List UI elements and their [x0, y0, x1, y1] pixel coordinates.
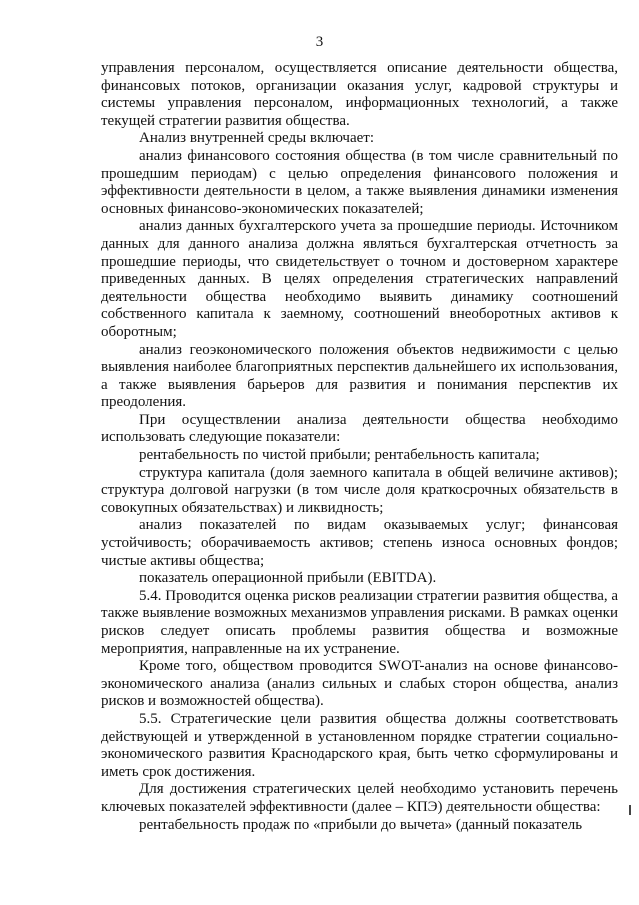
paragraph: 5.5. Стратегические цели развития общества должны соответствовать действующей и утвержденной в установленном порядке стратегии социально-экономического развития Краснодарского края, быть четко сформулированы и иметь срок достижения. — [101, 710, 618, 780]
document-body — [101, 60, 618, 834]
scan-mark — [629, 805, 631, 815]
paragraph: анализ показателей по видам оказываемых услуг; финансовая устойчивость; оборачиваемость активов; степень износа основных фондов; чистые активы общества; — [101, 517, 618, 569]
paragraph: анализ данных бухгалтерского учета за прошедшие периоды. Источником данных для данного анализа должна являться бухгалтерская отчетность за прошедшие периоды, что свидетельствует о точном и достоверном характере приведенных данных. В целях определения стратегических направлений деятельности общества необходимо выявить динамику соотношений собственного капитала к заемному, соотношений внеоборотных активов к оборотным; — [101, 218, 618, 340]
paragraph: 5.4. Проводится оценка рисков реализации стратегии развития общества, а также выявление возможных механизмов управления рисками. В рамках оценки рисков следует описать проблемы развития общества и возможные мероприятия, направленные на их устранение. — [101, 587, 619, 657]
paragraph: Кроме того, обществом проводится SWOT-анализ на основе финансово-экономического анализа (анализ сильных и слабых сторон общества, анализ рисков и возможностей общества). — [101, 658, 618, 710]
paragraph: Анализ внутренней среды включает: — [139, 130, 374, 147]
page-number: 3 — [315, 34, 324, 50]
paragraph: анализ геоэкономического положения объектов недвижимости с целью выявления наиболее благоприятных перспектив дальнейшего их использования, а также выявления барьеров для развития и понимания перспектив их преодоления. — [101, 341, 618, 411]
paragraph: анализ финансового состояния общества (в том числе сравнительный по прошедшим периодам) с целью определения финансового положения и эффективности деятельности в целом, а также выявления динамики изменения основных финансово-экономических показателей; — [101, 147, 618, 217]
paragraph: структура капитала (доля заемного капитала в общей величине активов); структура долговой нагрузки (в том числе доля краткосрочных обязательств в совокупных обязательствах) и ликвидность; — [101, 464, 618, 516]
paragraph: Для достижения стратегических целей необходимо установить перечень ключевых показателей эффективности (далее – КПЭ) деятельности общества: — [101, 781, 618, 815]
paragraph: показатель операционной прибыли (EBITDA). — [139, 570, 437, 587]
paragraph: При осуществлении анализа деятельности общества необходимо использовать следующие показатели: — [101, 411, 618, 446]
paragraph: рентабельность по чистой прибыли; рентабельность капитала; — [139, 447, 540, 464]
paragraph: управления персоналом, осуществляется описание деятельности общества, финансовых потоков, организации оказания услуг, кадровой структуры и системы управления персоналом, информационных технологий, а также текущей стратегии развития общества. — [101, 60, 618, 129]
paragraph: рентабельность продаж по «прибыли до вычета» (данный показатель — [139, 816, 583, 833]
